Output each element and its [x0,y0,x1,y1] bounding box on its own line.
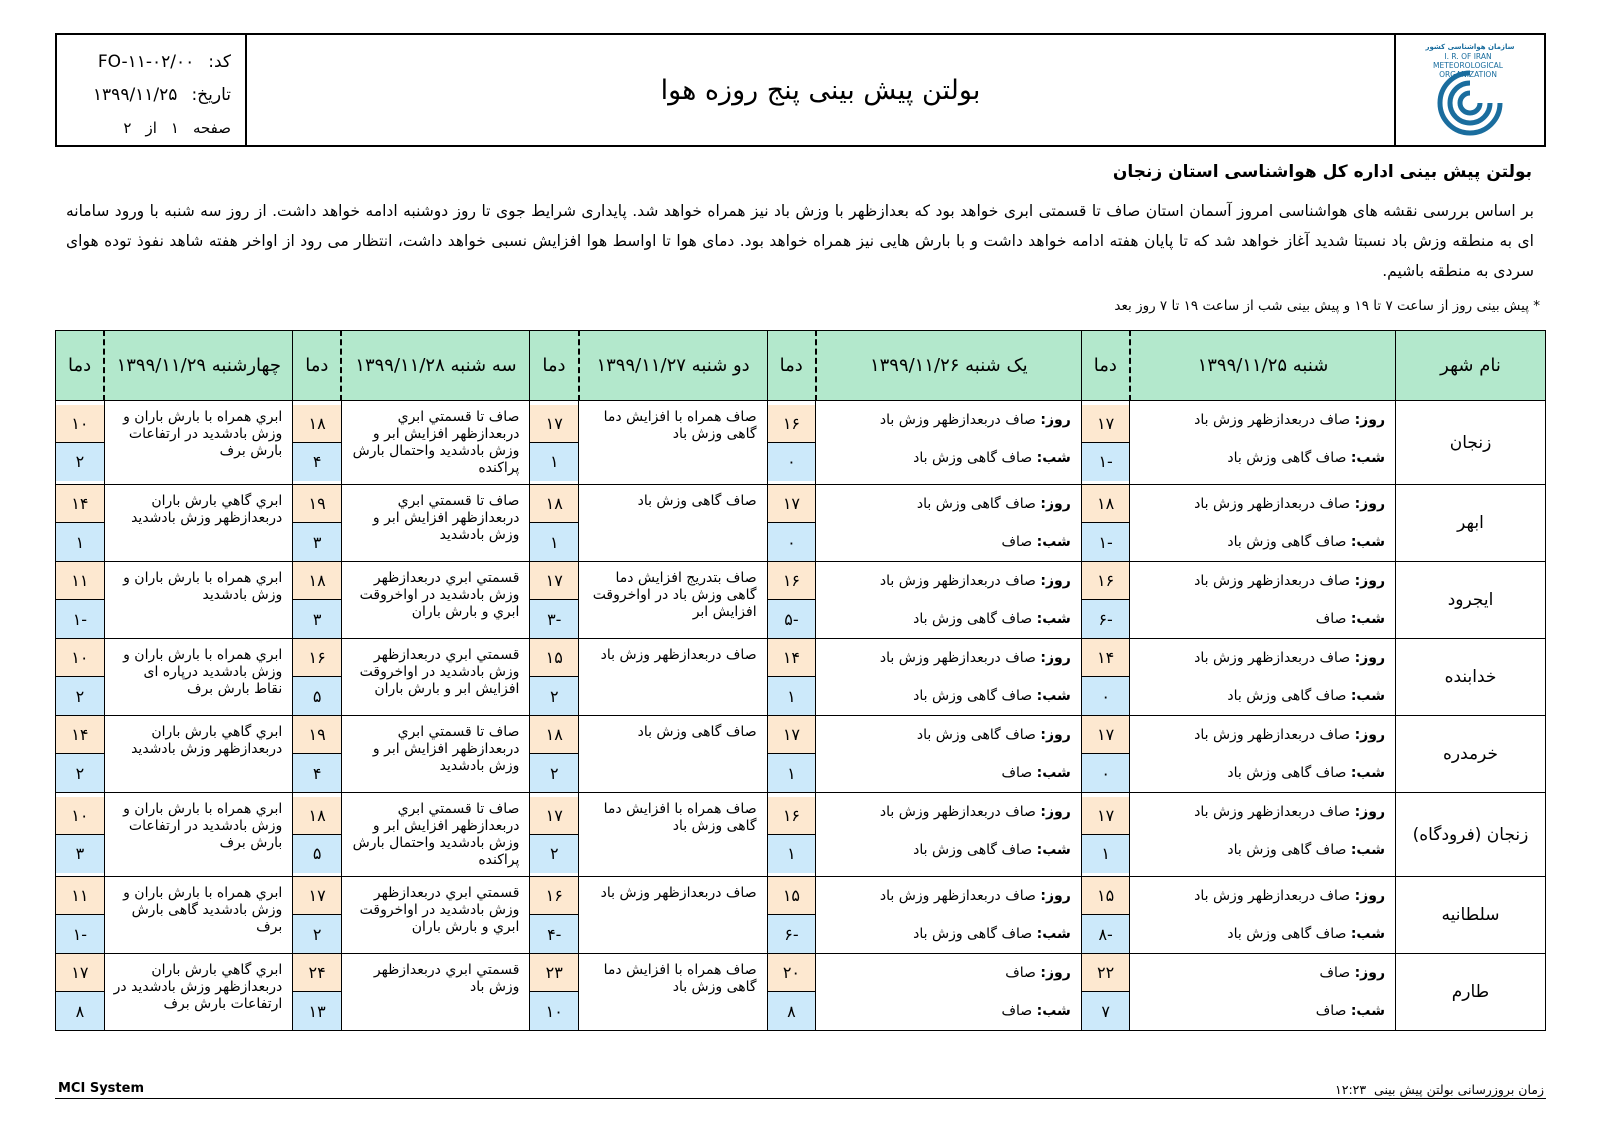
day-condition: صاف دربعدازظهر وزش باد [879,573,1036,589]
temperature-cell [56,639,105,716]
max-temp: ۲۴ [293,954,341,992]
forecast-description: صاف تا قسمتي ابري دربعدازظهر افزايش ابر و وزش بادشديد واحتمال بارش پراكنده [341,793,530,877]
city-name: ایجرود [1396,562,1546,639]
temperature-cell [293,716,342,793]
max-temp: ۱۷ [293,877,341,915]
day-label: روز: [1040,412,1071,428]
day-night-forecast [1130,954,1396,1031]
system-name: MCI System [58,1081,144,1096]
min-temp: -۴ [530,915,578,953]
night-condition: صاف گاهی وزش باد [1227,534,1347,550]
city-name: طارم [1396,954,1546,1031]
forecast-description: قسمتي ابري دربعدازظهر وزش بادشديد در اواخروقت افزايش ابر و بارش باران [341,639,530,716]
temperature-cell [293,401,342,485]
night-condition: صاف گاهی وزش باد [913,842,1033,858]
day-night-forecast [816,716,1082,793]
min-temp: ۲ [56,754,104,792]
forecast-description: ابري همراه با بارش باران و وزش بادشديد درپاره اى نقاط بارش برف [104,639,293,716]
page-label: صفحه [192,118,231,137]
bulletin-body: بر اساس بررسی نقشه های هواشناسی امروز آسمان استان صاف تا قسمتی ابری خواهد بود که بعدازظهر با وزش باد نیز همراه خواهد شد. پایداری شرایط جوی تا روز دوشنبه ادامه خواهد داشت. از روز سه شنبه با ورود سامانه ای به منطقه وزش باد نسبتا شدید آغاز خواهد شد که تا پایان هفته ادامه خواهد داشت و با بارش هایی نیز همراه خواهد بود. دمای هوا تا اواسط هوا افزایش نسبی خواهد داشت، انتظار می رود از اواخر هفته شاهد نفوذ توده هوای سردی به منطقه باشیم. [66,202,1534,280]
max-temp: ۱۸ [293,562,341,600]
min-temp: ۰ [1082,677,1130,715]
temperature-cell [1081,954,1130,1031]
max-temp: ۱۴ [56,485,104,523]
day-label: روز: [1040,888,1071,904]
min-temp: ۱ [768,754,816,792]
temperature-cell [1081,639,1130,716]
night-label: شب: [1350,534,1385,550]
date-label: تاریخ: [191,84,231,105]
temperature-cell [767,716,816,793]
day-night-forecast [1130,401,1396,485]
min-temp: ۰ [768,523,816,561]
logo-en-line-1: I. R. OF IRAN [1444,52,1492,61]
day-condition: صاف دربعدازظهر وزش باد [879,412,1036,428]
night-label: شب: [1036,611,1071,627]
temperature-cell [530,639,579,716]
forecast-description: ابري همراه با بارش باران و وزش بادشديد [104,562,293,639]
min-temp: ۰ [1082,754,1130,792]
min-temp: ۱۳ [293,992,341,1030]
max-temp: ۱۱ [56,562,104,600]
day-condition: صاف گاهی وزش باد [916,496,1036,512]
min-temp: ۸ [768,992,816,1030]
min-temp: ۱ [530,443,578,481]
min-temp: ۸ [56,992,104,1030]
city-name: سلطانیه [1396,877,1546,954]
day-night-forecast [816,639,1082,716]
day-label: روز: [1354,965,1385,981]
max-temp: ۱۸ [530,716,578,754]
forecast-description: صاف همراه با افزایش دما گاهی وزش باد [579,954,768,1031]
temperature-cell [56,401,105,485]
day-label: روز: [1354,573,1385,589]
temperature-cell [56,562,105,639]
min-temp: -۱ [56,600,104,638]
day-condition: صاف [1005,965,1036,981]
max-temp: ۲۰ [768,954,816,992]
min-temp: -۵ [768,600,816,638]
temperature-cell [530,954,579,1031]
night-condition: صاف گاهی وزش باد [1227,450,1347,466]
night-label: شب: [1036,1003,1071,1019]
forecast-time-note: * پیش بینی روز از ساعت ۷ تا ۱۹ و پیش بینی شب از ساعت ۱۹ تا ۷ روز بعد [1114,298,1540,314]
forecast-description: ابري همراه با بارش باران و وزش بادشديد گاهى بارش برف [104,877,293,954]
table-row [56,401,1546,485]
forecast-description: ابري همراه با بارش باران و وزش بادشديد در ارتفاعات بارش برف [104,793,293,877]
night-condition: صاف [1315,611,1347,627]
day-condition: صاف دربعدازظهر وزش باد [1194,804,1351,820]
night-condition: صاف [1001,534,1033,550]
day-night-forecast [816,793,1082,877]
temperature-cell [293,485,342,562]
temperature-cell [530,485,579,562]
city-name: ابهر [1396,485,1546,562]
day-night-forecast [816,485,1082,562]
day-night-forecast [1130,716,1396,793]
day-label: روز: [1354,496,1385,512]
temperature-cell [530,793,579,877]
table-header-row [56,331,1546,401]
day-condition: صاف دربعدازظهر وزش باد [1194,412,1351,428]
max-temp: ۱۱ [56,877,104,915]
page-title: بولتن پیش بینی پنج روزه هوا [660,74,981,106]
min-temp: ۱ [768,677,816,715]
temperature-cell [56,716,105,793]
night-condition: صاف گاهی وزش باد [1227,926,1347,942]
night-label: شب: [1036,534,1071,550]
logo-en-line-2: METEOROLOGICAL [1433,61,1503,70]
day-condition: صاف دربعدازظهر وزش باد [879,804,1036,820]
table-row [56,562,1546,639]
temperature-cell [767,877,816,954]
temperature-cell [1081,562,1130,639]
temperature-cell [56,954,105,1031]
max-temp: ۱۴ [1082,639,1130,677]
forecast-description: صاف بتدریج افزایش دما گاهی وزش باد در اواخروقت افزایش ابر [579,562,768,639]
night-label: شب: [1350,611,1385,627]
night-condition: صاف گاهی وزش باد [913,611,1033,627]
temperature-cell [56,877,105,954]
temperature-cell [530,401,579,485]
temperature-cell [1081,877,1130,954]
night-condition: صاف [1001,765,1033,781]
night-condition: صاف گاهی وزش باد [1227,765,1347,781]
min-temp: ۵ [293,677,341,715]
day-night-forecast [1130,877,1396,954]
min-temp: ۳ [293,600,341,638]
max-temp: ۱۸ [293,797,341,835]
min-temp: ۳ [293,523,341,561]
temperature-cell [1081,716,1130,793]
min-temp: -۳ [530,600,578,638]
table-row [56,639,1546,716]
logo-en-line-3: ORGANIZATION [1439,70,1497,79]
city-name: زنجان [1396,401,1546,485]
forecast-description: صاف گاهی وزش باد [579,716,768,793]
city-header: نام شهر [1396,331,1546,401]
day-night-forecast [816,562,1082,639]
min-temp: -۱ [1082,523,1130,561]
max-temp: ۱۶ [768,405,816,443]
day-4-header: سه شنبه ۱۳۹۹/۱۱/۲۸ [341,331,530,401]
forecast-description: ابري گاهي بارش باران دربعدازظهر وزش بادشديد در ارتفاعات بارش برف [104,954,293,1031]
min-temp: -۶ [1082,600,1130,638]
table-row [56,716,1546,793]
min-temp: ۲ [293,915,341,953]
day-condition: صاف دربعدازظهر وزش باد [879,650,1036,666]
min-temp: -۱ [1082,443,1130,481]
night-label: شب: [1036,926,1071,942]
night-condition: صاف گاهی وزش باد [1227,688,1347,704]
temperature-cell [1081,793,1130,877]
temperature-cell [767,485,816,562]
max-temp: ۱۷ [1082,405,1130,443]
forecast-table [55,330,1546,1031]
temperature-cell [293,793,342,877]
forecast-description: قسمتي ابري دربعدازظهر وزش بادشديد در اواخروقت ابري و بارش باران [341,877,530,954]
update-time-value: ۱۲:۲۳ [1335,1082,1367,1097]
night-label: شب: [1036,842,1071,858]
max-temp: ۱۶ [1082,562,1130,600]
day-label: روز: [1040,804,1071,820]
max-temp: ۱۰ [56,639,104,677]
max-temp: ۱۷ [530,562,578,600]
max-temp: ۱۸ [1082,485,1130,523]
forecast-description: صاف تا قسمتي ابري دربعدازظهر افزايش ابر و وزش بادشديد [341,485,530,562]
temperature-cell [56,485,105,562]
meteorological-organization-logo [1394,35,1544,145]
day-2-header: یک شنبه ۱۳۹۹/۱۱/۲۶ [816,331,1082,401]
day-label: روز: [1040,727,1071,743]
max-temp: ۱۰ [56,405,104,443]
min-temp: ۷ [1082,992,1130,1030]
min-temp: ۴ [293,754,341,792]
page-of: از [145,118,157,137]
night-condition: صاف گاهی وزش باد [913,926,1033,942]
page-value: ۱ [170,118,179,137]
max-temp: ۱۷ [768,716,816,754]
min-temp: ۱ [1082,835,1130,873]
forecast-description: قسمتي ابري دربعدازظهر وزش بادشديد در اواخروقت ابري و بارش باران [341,562,530,639]
temperature-cell [56,793,105,877]
min-temp: ۴ [293,443,341,481]
day-night-forecast [816,401,1082,485]
night-condition: صاف [1315,1003,1347,1019]
min-temp: ۲ [530,754,578,792]
night-condition: صاف [1001,1003,1033,1019]
day-night-forecast [816,954,1082,1031]
day-condition: صاف دربعدازظهر وزش باد [1194,573,1351,589]
forecast-description: ابري گاهي بارش باران دربعدازظهر وزش بادشديد [104,716,293,793]
day-label: روز: [1040,573,1071,589]
min-temp: ۱۰ [530,992,578,1030]
day-label: روز: [1040,965,1071,981]
code-value: FO-۱۱-۰۲/۰۰ [97,51,195,72]
day-condition: صاف دربعدازظهر وزش باد [1194,496,1351,512]
day-label: روز: [1354,727,1385,743]
min-temp: ۱ [56,523,104,561]
temperature-cell [293,954,342,1031]
max-temp: ۲۳ [530,954,578,992]
table-row [56,877,1546,954]
temperature-cell [767,562,816,639]
night-label: شب: [1350,765,1385,781]
day-condition: صاف دربعدازظهر وزش باد [879,888,1036,904]
temperature-cell [1081,401,1130,485]
table-row [56,485,1546,562]
min-temp: ۲ [56,443,104,481]
max-temp: ۲۲ [1082,954,1130,992]
logo-emblem-icon [1396,35,1542,145]
forecast-description: قسمتي ابري دربعدازظهر وزش باد [341,954,530,1031]
max-temp: ۱۷ [530,797,578,835]
max-temp: ۱۷ [768,485,816,523]
max-temp: ۱۷ [56,954,104,992]
forecast-description: صاف تا قسمتي ابري دربعدازظهر افزايش ابر و وزش بادشديد [341,716,530,793]
min-temp: ۲ [56,677,104,715]
night-label: شب: [1036,688,1071,704]
day-1-header: شنبه ۱۳۹۹/۱۱/۲۵ [1130,331,1396,401]
day-label: روز: [1354,888,1385,904]
temp-header-5: دما [56,331,105,401]
forecast-description: صاف دربعدازظهر وزش باد [579,877,768,954]
day-condition: صاف گاهی وزش باد [916,727,1036,743]
date-value: ۱۳۹۹/۱۱/۲۵ [92,84,178,105]
max-temp: ۱۷ [1082,716,1130,754]
night-condition: صاف گاهی وزش باد [913,450,1033,466]
day-condition: صاف دربعدازظهر وزش باد [1194,888,1351,904]
max-temp: ۱۶ [530,877,578,915]
logo-fa-text: سازمان هواشناسی کشور [1425,43,1515,51]
temperature-cell [530,716,579,793]
forecast-description: ابري همراه با بارش باران و وزش بادشديد در ارتفاعات بارش برف [104,401,293,485]
temp-header-2: دما [767,331,816,401]
day-5-header: چهارشنبه ۱۳۹۹/۱۱/۲۹ [104,331,293,401]
max-temp: ۱۵ [768,877,816,915]
forecast-description: صاف دربعدازظهر وزش باد [579,639,768,716]
temperature-cell [767,793,816,877]
min-temp: ۱ [530,523,578,561]
city-name: خدابنده [1396,639,1546,716]
temperature-cell [530,562,579,639]
max-temp: ۱۶ [768,562,816,600]
document-header [55,33,1546,147]
max-temp: ۱۵ [530,639,578,677]
max-temp: ۱۷ [530,405,578,443]
max-temp: ۱۵ [1082,877,1130,915]
day-label: روز: [1040,650,1071,666]
night-condition: صاف گاهی وزش باد [1227,842,1347,858]
max-temp: ۱۸ [530,485,578,523]
code-label: کد: [208,51,231,72]
bulletin-title: بولتن پیش بینی اداره کل هواشناسی استان زنجان [1112,162,1532,182]
day-night-forecast [1130,485,1396,562]
city-name: خرمدره [1396,716,1546,793]
temperature-cell [767,401,816,485]
night-label: شب: [1350,842,1385,858]
city-name: زنجان (فرودگاه) [1396,793,1546,877]
day-3-header: دو شنبه ۱۳۹۹/۱۱/۲۷ [579,331,768,401]
page-total: ۲ [123,118,132,137]
day-night-forecast [1130,639,1396,716]
max-temp: ۱۶ [293,639,341,677]
temperature-cell [293,877,342,954]
min-temp: ۲ [530,677,578,715]
night-label: شب: [1350,450,1385,466]
min-temp: ۰ [768,443,816,481]
max-temp: ۱۴ [56,716,104,754]
night-label: شب: [1036,765,1071,781]
max-temp: ۱۷ [1082,797,1130,835]
max-temp: ۱۹ [293,485,341,523]
night-label: شب: [1350,688,1385,704]
min-temp: ۳ [56,835,104,873]
temp-header-3: دما [530,331,579,401]
day-night-forecast [1130,793,1396,877]
day-label: روز: [1354,650,1385,666]
footer-divider [55,1098,1546,1099]
night-label: شب: [1350,1003,1385,1019]
temperature-cell [293,639,342,716]
day-label: روز: [1354,804,1385,820]
form-codes [57,35,247,145]
min-temp: ۵ [293,835,341,873]
table-row [56,793,1546,877]
temperature-cell [293,562,342,639]
forecast-description: صاف همراه با افزایش دما گاهی وزش باد [579,401,768,485]
day-night-forecast [1130,562,1396,639]
temperature-cell [530,877,579,954]
max-temp: ۱۶ [768,797,816,835]
max-temp: ۱۸ [293,405,341,443]
day-condition: صاف دربعدازظهر وزش باد [1194,727,1351,743]
temp-header-1: دما [1081,331,1130,401]
update-time [1335,1082,1544,1097]
day-condition: صاف [1319,965,1351,981]
min-temp: -۸ [1082,915,1130,953]
min-temp: -۱ [56,915,104,953]
night-condition: صاف گاهی وزش باد [913,688,1033,704]
table-row [56,954,1546,1031]
temperature-cell [767,639,816,716]
temperature-cell [1081,485,1130,562]
night-label: شب: [1350,926,1385,942]
day-label: روز: [1354,412,1385,428]
forecast-description: صاف گاهی وزش باد [579,485,768,562]
min-temp: -۶ [768,915,816,953]
temperature-cell [767,954,816,1031]
forecast-description: ابري گاهي بارش باران دربعدازظهر وزش بادشديد [104,485,293,562]
min-temp: ۱ [768,835,816,873]
forecast-description: صاف تا قسمتي ابري دربعدازظهر افزايش ابر و وزش بادشديد واحتمال بارش پراكنده [341,401,530,485]
day-label: روز: [1040,496,1071,512]
max-temp: ۱۹ [293,716,341,754]
update-time-label: زمان بروزرسانی بولتن پیش بینی [1374,1082,1544,1097]
day-condition: صاف دربعدازظهر وزش باد [1194,650,1351,666]
forecast-description: صاف همراه با افزایش دما گاهی وزش باد [579,793,768,877]
max-temp: ۱۰ [56,797,104,835]
day-night-forecast [816,877,1082,954]
max-temp: ۱۴ [768,639,816,677]
min-temp: ۲ [530,835,578,873]
night-label: شب: [1036,450,1071,466]
temp-header-4: دما [293,331,342,401]
